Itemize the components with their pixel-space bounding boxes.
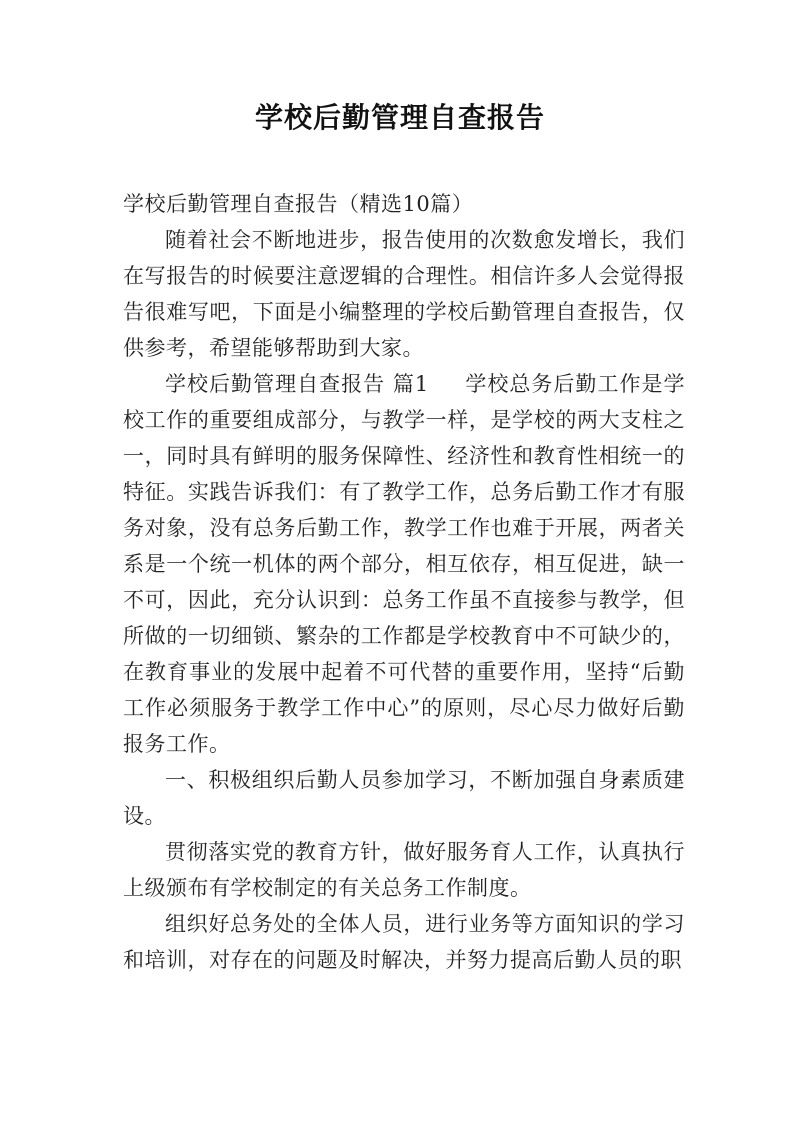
document-subtitle: 学校后勤管理自查报告（精选10篇） [123, 192, 474, 216]
document-title: 学校后勤管理自查报告 [254, 101, 545, 134]
point-1-paragraph-2: 组织好总务处的全体人员，进行业务等方面知识的学习和培训，对存在的问题及时解决，并努力提高后勤人员的职 [123, 912, 685, 972]
point-1-paragraph-1: 贯彻落实党的教育方针，做好服务育人工作，认真执行上级颁布有学校制定的有关总务工作制度。 [123, 840, 685, 900]
point-1-heading: 一、积极组织后勤人员参加学习，不断加强自身素质建设。 [123, 768, 685, 828]
section-1-text: 学校总务后勤工作是学校工作的重要组成部分，与教学一样，是学校的两大支柱之一，同时具有鲜明的服务保障性、经济性和教育性相统一的特征。实践告诉我们：有了教学工作，总务后勤工作才有服务对象，没有总务后勤工作，教学工作也难于开展，两者关系是一个统一机体的两个部分，相互依存，相互促进，缺一不可，因此，充分认识到：总务工作虽不直接参与教学，但所做的一切细锁、繁杂的工作都是学校教育中不可缺少的，在教育事业的发展中起着不可代替的重要作用，坚持“后勤工作必须服务于教学工作中心”的原则，尽心尽力做好后勤报务工作。 [123, 372, 686, 756]
document-body [123, 186, 685, 978]
section-1-paragraph [123, 366, 685, 762]
intro-paragraph: 随着社会不断地进步，报告使用的次数愈发增长，我们在写报告的时候要注意逻辑的合理性。相信许多人会觉得报告很难写吧，下面是小编整理的学校后勤管理自查报告，仅供参考，希望能够帮助到大家。 [123, 228, 685, 360]
section-1-heading: 学校后勤管理自查报告 篇1 [165, 372, 429, 396]
